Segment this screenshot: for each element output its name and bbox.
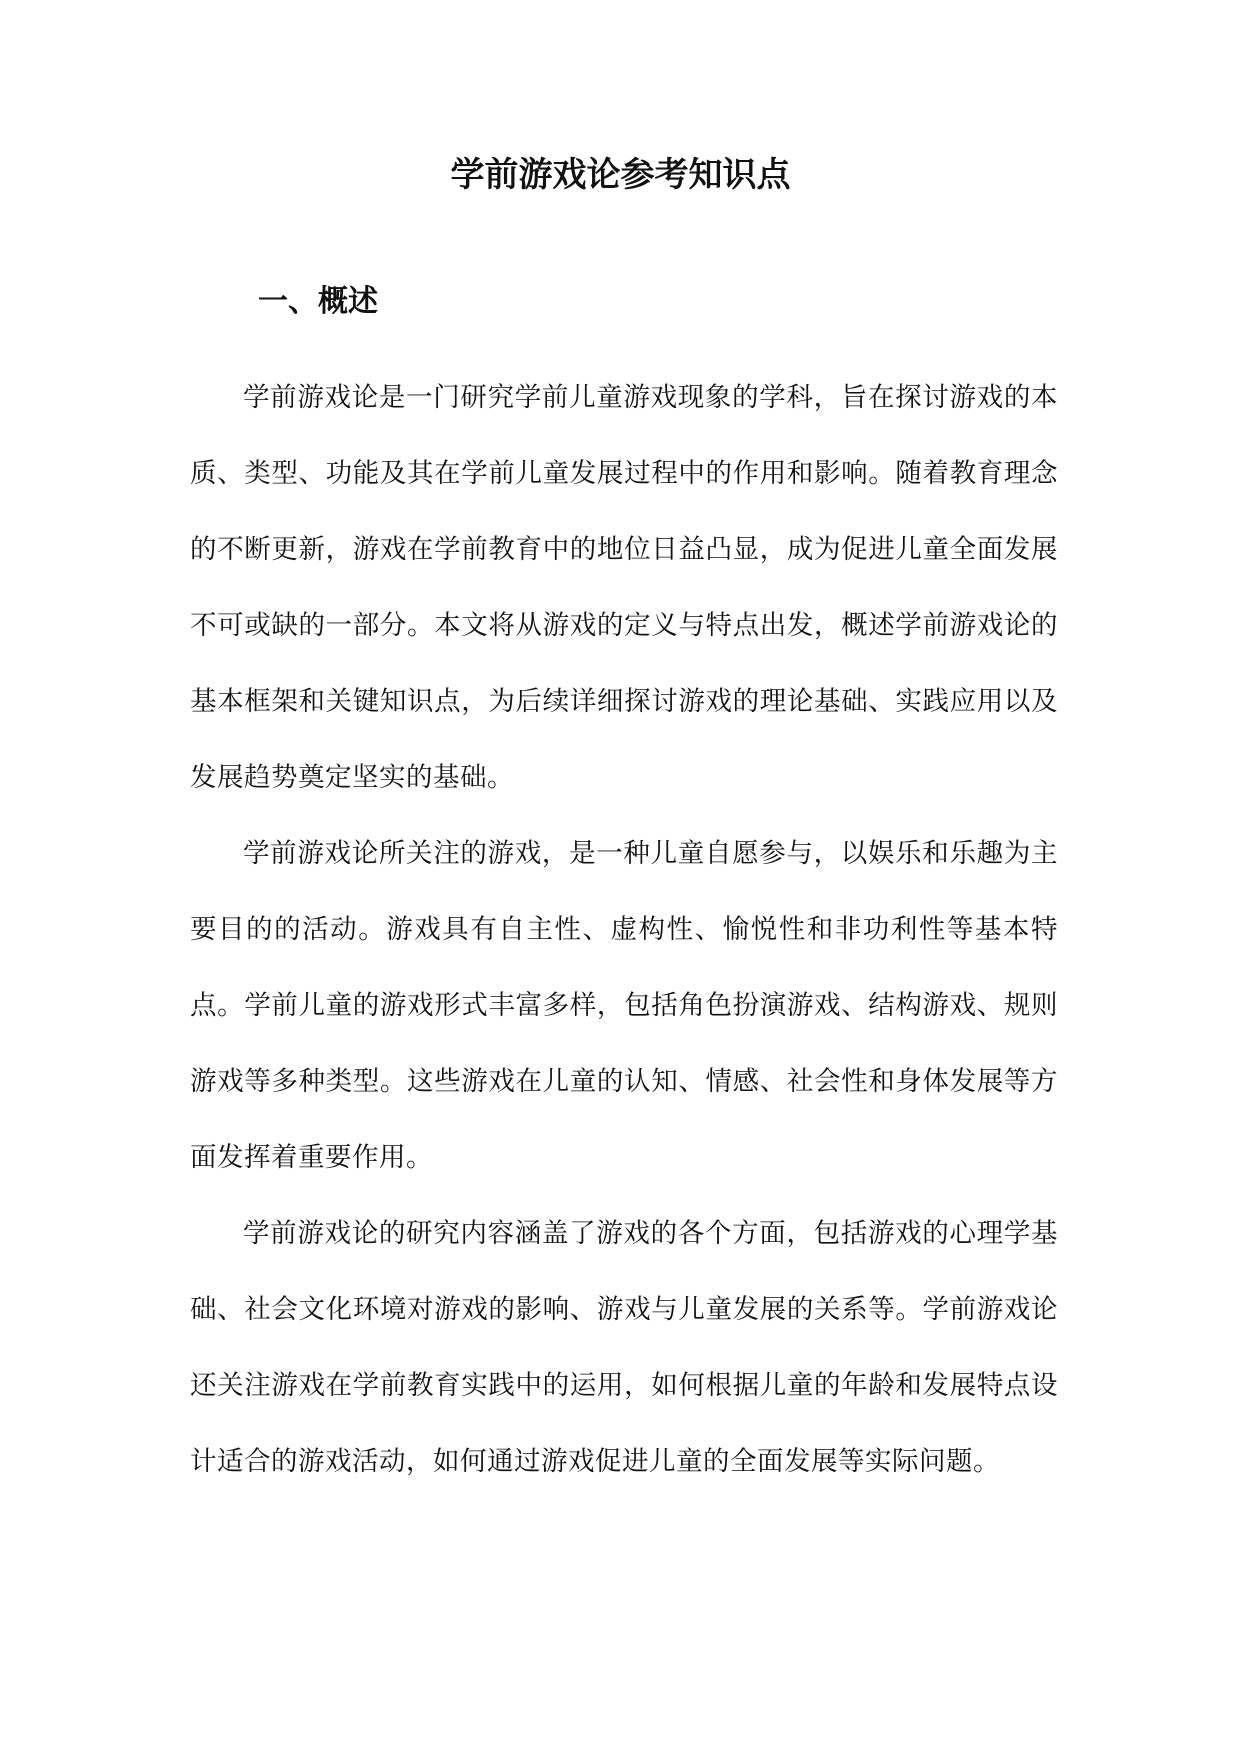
section-heading: 一、概述 (258, 284, 378, 319)
paragraph-2: 学前游戏论所关注的游戏，是一种儿童自愿参与，以娱乐和乐趣为主要目的的活动。游戏具有自主性、虚构性、愉悦性和非功利性等基本特点。学前儿童的游戏形式丰富多样，包括角色扮演游戏、结构游戏、规则游戏等多种类型。这些游戏在儿童的认知、情感、社会性和身体发展等方面发挥着重要作用。 (190, 838, 1058, 1173)
paragraph-3: 学前游戏论的研究内容涵盖了游戏的各个方面，包括游戏的心理学基础、社会文化环境对游戏的影响、游戏与儿童发展的关系等。学前游戏论还关注游戏在学前教育实践中的运用，如何根据儿童的年龄和发展特点设计适合的游戏活动，如何通过游戏促进儿童的全面发展等实际问题。 (190, 1218, 1058, 1477)
document-title: 学前游戏论参考知识点 (450, 155, 791, 195)
document-body (190, 360, 1058, 1500)
paragraph-1: 学前游戏论是一门研究学前儿童游戏现象的学科，旨在探讨游戏的本质、类型、功能及其在学前儿童发展过程中的作用和影响。随着教育理念的不断更新，游戏在学前教育中的地位日益凸显，成为促进儿童全面发展不可或缺的一部分。本文将从游戏的定义与特点出发，概述学前游戏论的基本框架和关键知识点，为后续详细探讨游戏的理论基础、实践应用以及发展趋势奠定坚实的基础。 (190, 382, 1058, 793)
